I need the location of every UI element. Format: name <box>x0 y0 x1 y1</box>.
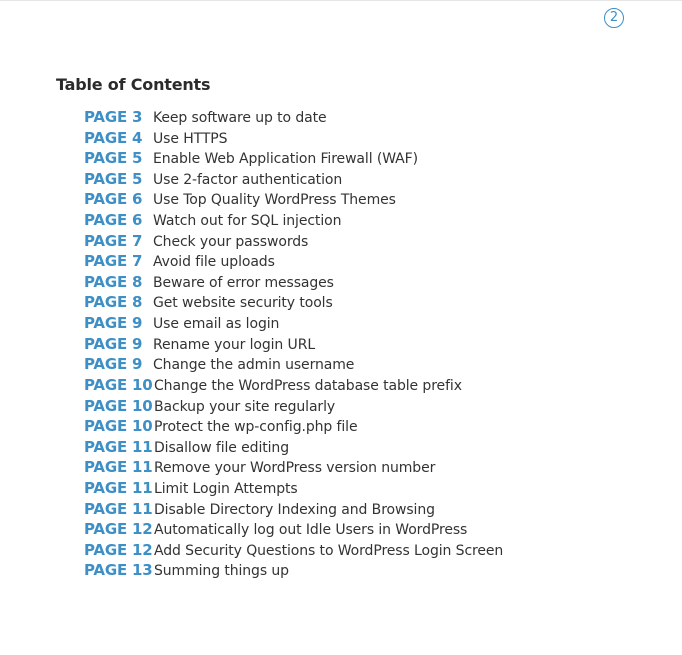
toc-page-ref: PAGE 8 <box>84 293 143 312</box>
toc-page-ref: PAGE 5 <box>84 169 143 188</box>
toc-page-ref: PAGE 4 <box>84 128 143 147</box>
toc-entry[interactable] <box>84 560 503 581</box>
toc-page-ref: PAGE 10 <box>84 396 153 415</box>
page-number-badge: 2 <box>604 8 624 28</box>
toc-page-ref: PAGE 12 <box>84 540 153 559</box>
toc-entry-title: Use email as login <box>153 316 280 333</box>
toc-entry[interactable] <box>84 251 503 272</box>
toc-title: Table of Contents <box>56 75 211 94</box>
top-divider <box>0 0 682 1</box>
toc-page-ref: PAGE 7 <box>84 252 143 271</box>
toc-entry[interactable] <box>84 540 503 561</box>
toc-entry-title: Limit Login Attempts <box>154 480 298 497</box>
toc-page-ref: PAGE 11 <box>84 437 153 456</box>
toc-entry-title: Disallow file editing <box>154 439 289 456</box>
toc-entry-title: Enable Web Application Firewall (WAF) <box>153 151 418 168</box>
toc-entry-title: Summing things up <box>154 563 289 580</box>
toc-page-ref: PAGE 7 <box>84 231 143 250</box>
toc-entry[interactable] <box>84 169 503 190</box>
toc-page-ref: PAGE 9 <box>84 334 143 353</box>
toc-entry-title: Use HTTPS <box>153 130 228 147</box>
toc-page-ref: PAGE 9 <box>84 314 143 333</box>
toc-page-ref: PAGE 12 <box>84 520 153 539</box>
toc-entry[interactable] <box>84 272 503 293</box>
toc-page-ref: PAGE 13 <box>84 561 153 580</box>
toc-entry-title: Beware of error messages <box>153 274 334 291</box>
toc-entry-title: Use 2-factor authentication <box>153 171 343 188</box>
toc-entry[interactable] <box>84 396 503 417</box>
toc-entry-title: Rename your login URL <box>153 336 316 353</box>
toc-page-ref: PAGE 9 <box>84 355 143 374</box>
toc-page-ref: PAGE 8 <box>84 272 143 291</box>
toc-page-ref: PAGE 5 <box>84 149 143 168</box>
toc-entry[interactable] <box>84 478 503 499</box>
toc-page-ref: PAGE 10 <box>84 375 153 394</box>
toc-entry[interactable] <box>84 292 503 313</box>
toc-entry-title: Automatically log out Idle Users in WordPress <box>154 522 468 539</box>
toc-entry[interactable] <box>84 437 503 458</box>
toc-entry[interactable] <box>84 519 503 540</box>
toc-entry-title: Check your passwords <box>153 233 309 250</box>
toc-entry-title: Use Top Quality WordPress Themes <box>153 192 396 209</box>
toc-entry-title: Change the WordPress database table prefix <box>154 377 462 394</box>
toc-entry-title: Avoid file uploads <box>153 254 275 271</box>
toc-page-ref: PAGE 11 <box>84 499 153 518</box>
toc-entry-title: Get website security tools <box>153 295 333 312</box>
toc-entry[interactable] <box>84 375 503 396</box>
toc-entry[interactable] <box>84 107 503 128</box>
toc-entry[interactable] <box>84 354 503 375</box>
toc-page-ref: PAGE 11 <box>84 458 153 477</box>
toc-entry[interactable] <box>84 210 503 231</box>
toc-entry[interactable] <box>84 189 503 210</box>
toc-entry[interactable] <box>84 499 503 520</box>
toc-entry[interactable] <box>84 334 503 355</box>
toc-entry-title: Change the admin username <box>153 357 355 374</box>
toc-entry-title: Keep software up to date <box>153 110 327 126</box>
toc-entry[interactable] <box>84 231 503 252</box>
toc-entry-title: Protect the wp-config.php file <box>154 419 358 436</box>
toc-list <box>84 107 503 581</box>
toc-entry-title: Add Security Questions to WordPress Login Screen <box>154 542 504 559</box>
toc-entry-title: Watch out for SQL injection <box>153 213 342 230</box>
toc-entry-title: Remove your WordPress version number <box>154 460 436 477</box>
toc-page-ref: PAGE 11 <box>84 478 153 497</box>
toc-entry[interactable] <box>84 416 503 437</box>
toc-entry[interactable] <box>84 457 503 478</box>
toc-entry[interactable] <box>84 148 503 169</box>
toc-entry[interactable] <box>84 128 503 149</box>
toc-entry-title: Disable Directory Indexing and Browsing <box>154 501 435 518</box>
toc-entry-title: Backup your site regularly <box>154 398 336 415</box>
toc-page-ref: PAGE 10 <box>84 417 153 436</box>
toc-page-ref: PAGE 3 <box>84 108 143 126</box>
toc-page-ref: PAGE 6 <box>84 211 143 230</box>
toc-entry[interactable] <box>84 313 503 334</box>
toc-page-ref: PAGE 6 <box>84 190 143 209</box>
